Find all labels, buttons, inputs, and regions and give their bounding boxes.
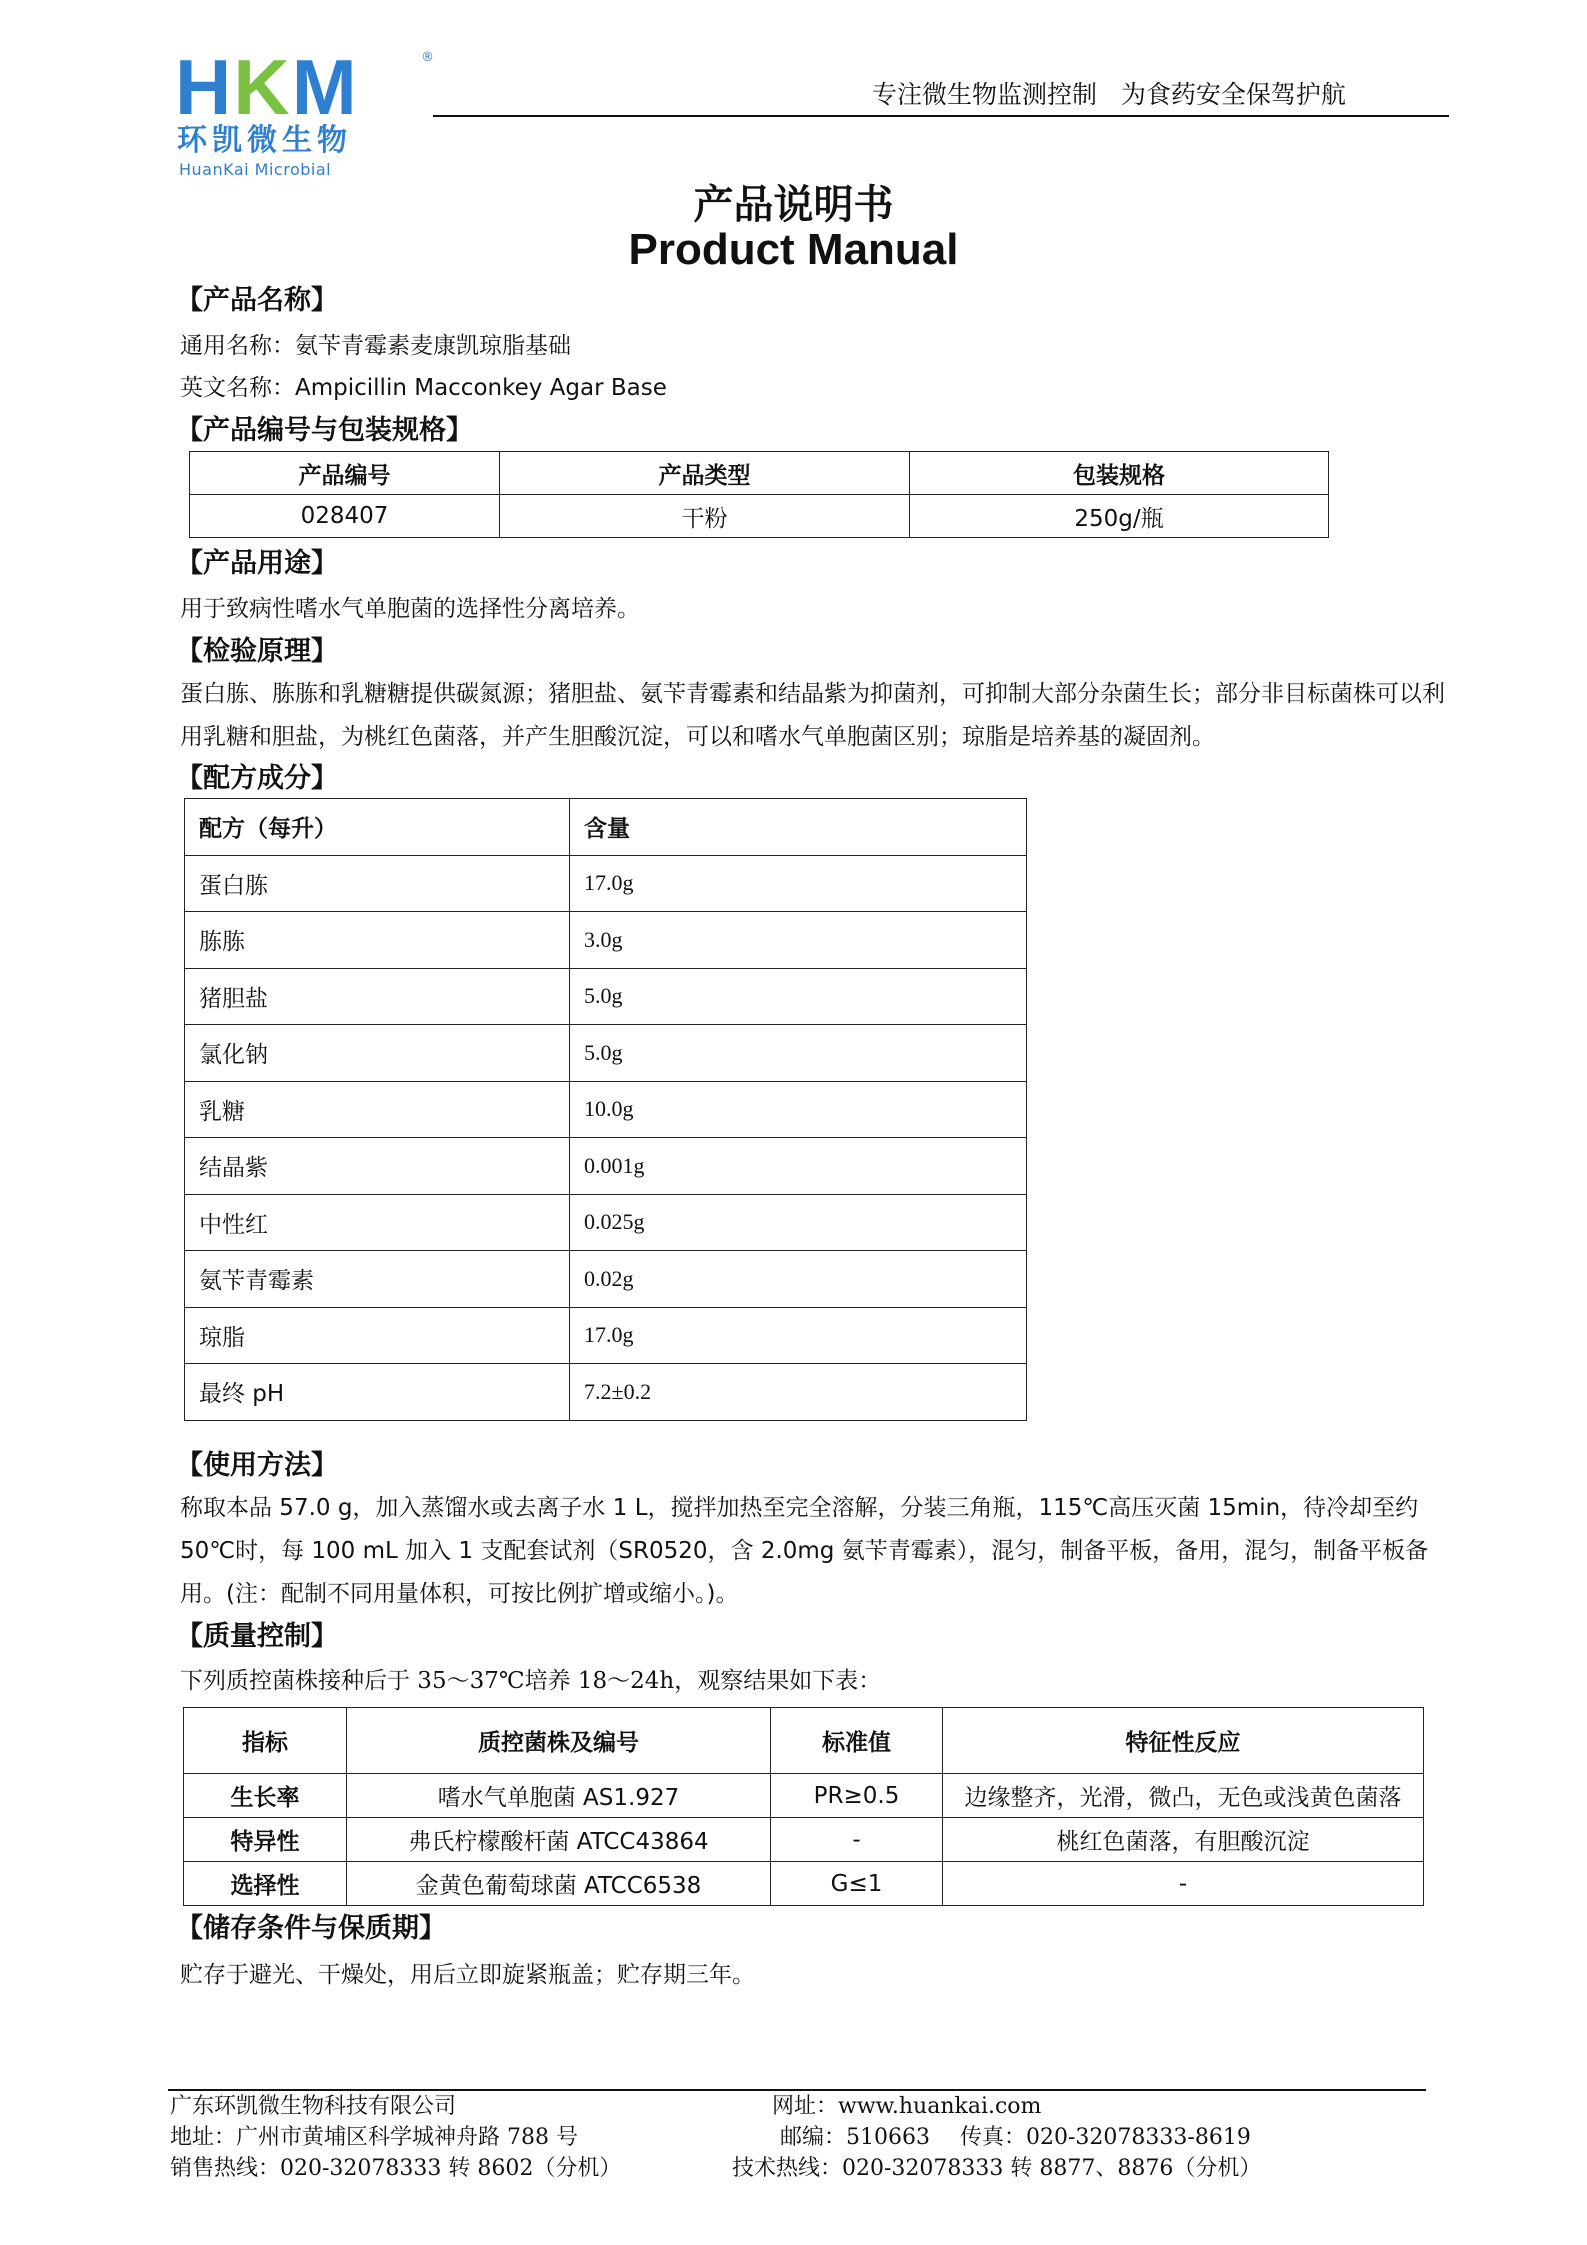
packaging-table bbox=[189, 451, 1329, 538]
table-row bbox=[185, 1025, 1027, 1082]
quality-control-table bbox=[183, 1707, 1424, 1906]
ingredient-amount: 17.0g bbox=[570, 855, 1027, 912]
ingredient-amount: 10.0g bbox=[570, 1081, 1027, 1138]
table-header-row bbox=[190, 452, 1329, 495]
column-header: 指标 bbox=[184, 1708, 347, 1774]
column-header: 标准值 bbox=[771, 1708, 943, 1774]
address: 地址：广州市黄埔区科学城神舟路 788 号 bbox=[170, 2125, 578, 2150]
logo-english-name: HuanKai Microbial bbox=[179, 160, 332, 179]
section-heading-packaging: 【产品编号与包装规格】 bbox=[176, 415, 473, 446]
table-row bbox=[185, 912, 1027, 969]
qc-standard-value: PR≥0.5 bbox=[771, 1774, 943, 1818]
qc-indicator: 选择性 bbox=[184, 1862, 347, 1906]
column-header: 特征性反应 bbox=[943, 1708, 1424, 1774]
ingredient-amount: 17.0g bbox=[570, 1307, 1027, 1364]
qc-characteristic-reaction: 边缘整齐，光滑，微凸，无色或浅黄色菌落 bbox=[943, 1774, 1424, 1818]
section-heading-product-name: 【产品名称】 bbox=[176, 285, 338, 316]
table-header-row bbox=[184, 1708, 1424, 1774]
column-header: 产品类型 bbox=[500, 452, 910, 495]
table-row bbox=[185, 1138, 1027, 1195]
qc-strain: 弗氏柠檬酸杆菌 ATCC43864 bbox=[347, 1818, 771, 1862]
header-divider bbox=[433, 115, 1449, 117]
ingredient-amount: 0.02g bbox=[570, 1251, 1027, 1308]
ingredient-name: 猪胆盐 bbox=[185, 968, 570, 1025]
section-heading-formula: 【配方成分】 bbox=[176, 763, 338, 794]
qc-strain: 嗜水气单胞菌 AS1.927 bbox=[347, 1774, 771, 1818]
ingredient-name: 中性红 bbox=[185, 1194, 570, 1251]
ingredient-name: 乳糖 bbox=[185, 1081, 570, 1138]
logo-chinese-name: 环凯微生物 bbox=[177, 123, 352, 158]
storage-text: 贮存于避光、干燥处，用后立即旋紧瓶盖；贮存期三年。 bbox=[180, 1962, 755, 1988]
qc-strain: 金黄色葡萄球菌 ATCC6538 bbox=[347, 1862, 771, 1906]
column-header: 质控菌株及编号 bbox=[347, 1708, 771, 1774]
fax: 传真：020-32078333-8619 bbox=[960, 2125, 1251, 2150]
qc-indicator: 生长率 bbox=[184, 1774, 347, 1818]
tech-hotline: 技术热线：020-32078333 转 8877、8876（分机） bbox=[732, 2156, 1262, 2181]
qc-indicator: 特异性 bbox=[184, 1818, 347, 1862]
ingredient-amount: 5.0g bbox=[570, 968, 1027, 1025]
ingredient-name: 蛋白胨 bbox=[185, 855, 570, 912]
ingredient-name: 琼脂 bbox=[185, 1307, 570, 1364]
column-header: 含量 bbox=[570, 799, 1027, 856]
common-name: 通用名称：氨苄青霉素麦康凯琼脂基础 bbox=[180, 333, 571, 359]
column-header: 包装规格 bbox=[910, 452, 1329, 495]
section-heading-method: 【使用方法】 bbox=[176, 1450, 338, 1481]
table-row bbox=[185, 1081, 1027, 1138]
ingredient-amount: 3.0g bbox=[570, 912, 1027, 969]
method-text: 称取本品 57.0 g，加入蒸馏水或去离子水 1 L，搅拌加热至完全溶解，分装三角瓶，115℃高压灭菌 15min，待冷却至约 50℃时，每 100 mL 加入 1 支配套试剂（SR0520，含 2.0mg 氨苄青霉素），混匀，制备平板，备用，混匀，制备平板备用。(注：配制不同用量体积，可按比例扩增或缩小。)。 bbox=[180, 1495, 1429, 1607]
table-row bbox=[184, 1818, 1424, 1862]
table-row bbox=[185, 1251, 1027, 1308]
section-heading-storage: 【储存条件与保质期】 bbox=[176, 1913, 446, 1944]
table-row bbox=[185, 1364, 1027, 1421]
sales-hotline: 销售热线：020-32078333 转 8602（分机） bbox=[170, 2156, 622, 2181]
header-slogan: 专注微生物监测控制 为食药安全保驾护航 bbox=[872, 80, 1346, 109]
section-heading-usage: 【产品用途】 bbox=[176, 548, 338, 579]
product-type: 干粉 bbox=[500, 495, 910, 538]
section-heading-quality-control: 【质量控制】 bbox=[176, 1621, 338, 1652]
table-header-row bbox=[185, 799, 1027, 856]
logo-letters: HKM bbox=[175, 43, 359, 131]
table-row bbox=[185, 1194, 1027, 1251]
qc-standard-value: - bbox=[771, 1818, 943, 1862]
website: 网址：www.huankai.com bbox=[772, 2094, 1042, 2119]
principle-text: 蛋白胨、胨胨和乳糖糖提供碳氮源；猪胆盐、氨苄青霉素和结晶紫为抑菌剂，可抑制大部分杂菌生长；部分非目标菌株可以利用乳糖和胆盐，为桃红色菌落，并产生胆酸沉淀，可以和嗜水气单胞菌区别；琼脂是培养基的凝固剂。 bbox=[180, 681, 1445, 750]
qc-characteristic-reaction: - bbox=[943, 1862, 1424, 1906]
ingredient-amount: 0.025g bbox=[570, 1194, 1027, 1251]
ingredient-name: 氨苄青霉素 bbox=[185, 1251, 570, 1308]
table-row bbox=[184, 1774, 1424, 1818]
document-title-cn: 产品说明书 bbox=[693, 182, 894, 228]
ingredient-amount: 0.001g bbox=[570, 1138, 1027, 1195]
ingredient-name: 最终 pH bbox=[185, 1364, 570, 1421]
column-header: 产品编号 bbox=[190, 452, 500, 495]
product-code: 028407 bbox=[190, 495, 500, 538]
table-row bbox=[185, 855, 1027, 912]
usage-text: 用于致病性嗜水气单胞菌的选择性分离培养。 bbox=[180, 596, 640, 622]
qc-characteristic-reaction: 桃红色菌落，有胆酸沉淀 bbox=[943, 1818, 1424, 1862]
column-header: 配方（每升） bbox=[185, 799, 570, 856]
section-heading-principle: 【检验原理】 bbox=[176, 636, 338, 667]
qc-standard-value: G≤1 bbox=[771, 1862, 943, 1906]
formula-table bbox=[184, 798, 1027, 1421]
postcode: 邮编：510663 bbox=[780, 2125, 930, 2150]
english-name: 英文名称：Ampicillin Macconkey Agar Base bbox=[180, 375, 667, 401]
ingredient-name: 氯化钠 bbox=[185, 1025, 570, 1082]
company-logo bbox=[175, 43, 435, 179]
registered-mark: ® bbox=[421, 50, 434, 65]
ingredient-amount: 7.2±0.2 bbox=[570, 1364, 1027, 1421]
ingredient-name: 胨胨 bbox=[185, 912, 570, 969]
package-size: 250g/瓶 bbox=[910, 495, 1329, 538]
ingredient-name: 结晶紫 bbox=[185, 1138, 570, 1195]
table-row bbox=[185, 968, 1027, 1025]
document-title-en: Product Manual bbox=[628, 225, 959, 274]
qc-intro: 下列质控菌株接种后于 35～37℃培养 18～24h，观察结果如下表： bbox=[180, 1668, 882, 1694]
table-row bbox=[184, 1862, 1424, 1906]
company-name: 广东环凯微生物科技有限公司 bbox=[170, 2094, 457, 2119]
footer-divider bbox=[168, 2089, 1426, 2091]
table-row bbox=[190, 495, 1329, 538]
ingredient-amount: 5.0g bbox=[570, 1025, 1027, 1082]
table-row bbox=[185, 1307, 1027, 1364]
